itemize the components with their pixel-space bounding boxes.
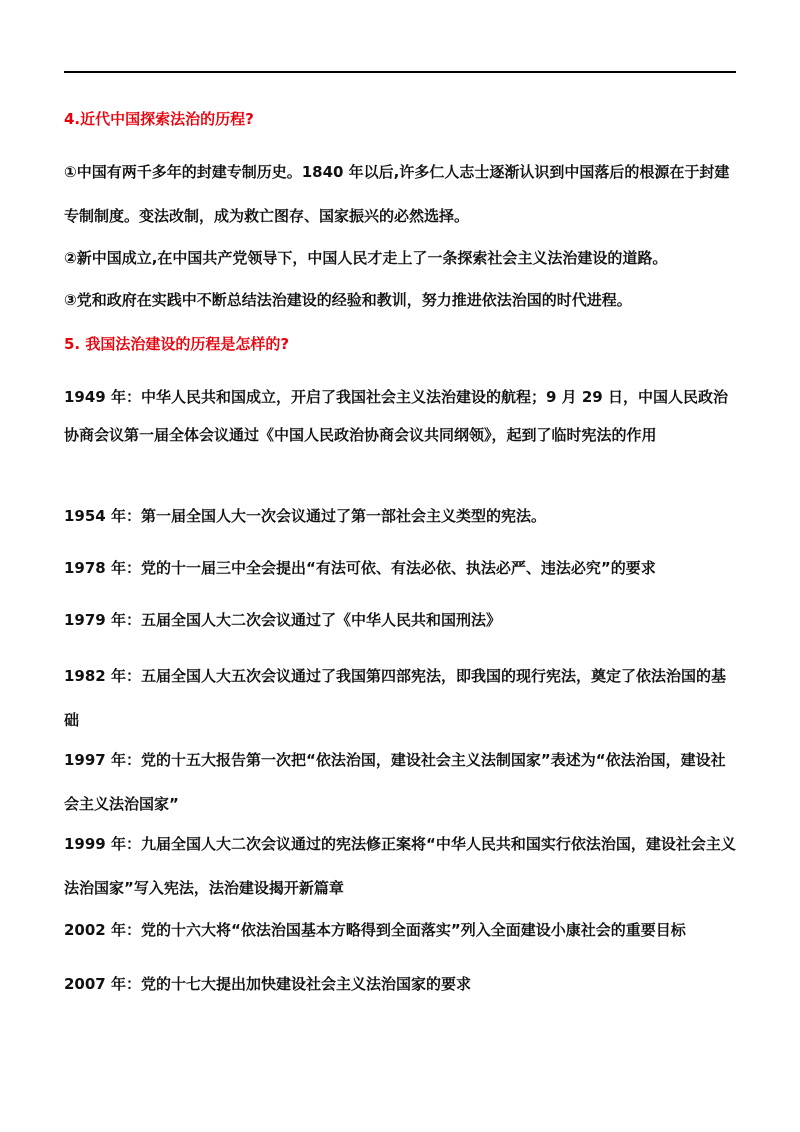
timeline-entry-1978 [64,546,736,590]
timeline-entry-1982 [64,654,736,742]
timeline-entry-1954 [64,494,736,538]
timeline-entry-1949 [64,378,736,454]
timeline-year: 2007 年： [64,975,141,993]
timeline-year: 1949 年： [64,388,141,406]
timeline-entry-2002 [64,908,736,952]
timeline-text: 五届全国人大二次会议通过了《中华人民共和国刑法》 [140,611,501,629]
timeline-text: 党的十六大将“依法治国基本方略得到全面落实”列入全面建设小康社会的重要目标 [140,921,686,939]
timeline-text: 党的十一届三中全会提出“有法可依、有法必依、执法必严、违法必究”的要求 [140,559,656,577]
timeline-text: 党的十七大提出加快建设社会主义法治国家的要求 [140,975,471,993]
timeline-text: 第一届全国人大一次会议通过了第一部社会主义类型的宪法。 [140,507,546,525]
timeline-entry-1979 [64,598,736,642]
section-5-heading: 5. 我国法治建设的历程是怎样的? [64,335,290,353]
timeline-entry-2007 [64,962,736,1006]
section-4-heading: 4.近代中国探索法治的历程? [64,110,254,128]
section-4-point-1: ①中国有两千多年的封建专制历史。1840 年以后,许多仁人志士逐渐认识到中国落后的根源在于封建专制制度。变法改制，成为救亡图存、国家振兴的必然选择。 [64,163,730,225]
timeline-year: 1982 年： [64,667,141,685]
timeline-year: 1979 年： [64,611,141,629]
timeline-year: 1954 年： [64,507,141,525]
timeline-text: 党的十五大报告第一次把“依法治国，建设社会主义法制国家”表述为“依法治国，建设社会主义法治国家” [64,751,726,813]
timeline-entry-1997 [64,738,736,826]
section-4-point-2: ②新中国成立,在中国共产党领导下，中国人民才走上了一条探索社会主义法治建设的道路。 [64,249,668,267]
timeline-year: 1997 年： [64,751,141,769]
timeline-text: 五届全国人大五次会议通过了我国第四部宪法，即我国的现行宪法，奠定了依法治国的基础 [64,667,726,729]
timeline-year: 1999 年： [64,835,141,853]
timeline-year: 1978 年： [64,559,141,577]
timeline-year: 2002 年： [64,921,141,939]
timeline-text: 中华人民共和国成立，开启了我国社会主义法治建设的航程；9 月 29 日，中国人民政治协商会议第一届全体会议通过《中国人民政治协商会议共同纲领》，起到了临时宪法的作用 [64,388,728,444]
timeline-text: 九届全国人大二次会议通过的宪法修正案将“中华人民共和国实行依法治国，建设社会主义法治国家”写入宪法，法治建设揭开新篇章 [64,835,736,897]
timeline-entry-1999 [64,822,736,910]
section-4-point-3: ③党和政府在实践中不断总结法治建设的经验和教训，努力推进依法治国的时代进程。 [64,291,632,309]
top-rule [64,71,736,73]
